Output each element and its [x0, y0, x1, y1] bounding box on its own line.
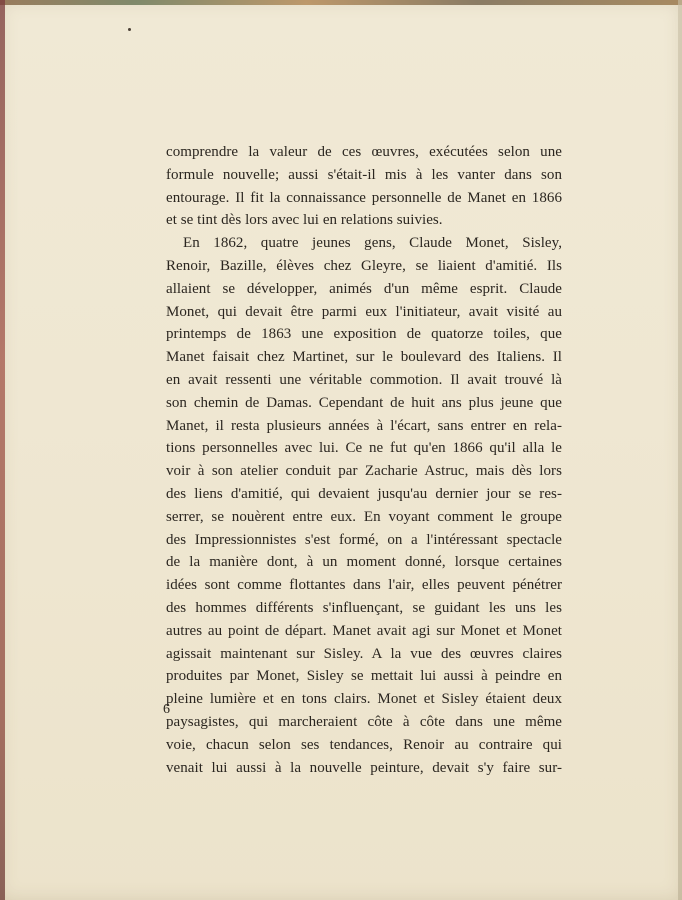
paragraph-2	[166, 232, 562, 779]
text-line: paysagistes, qui marcheraient côte à côte dans une même	[166, 713, 562, 730]
text-line: venait lui aussi à la nouvelle peinture, devait s'y faire sur-	[166, 759, 562, 776]
text-line: Manet, il resta plusieurs années à l'écart, sans entrer en rela-	[166, 417, 562, 434]
text-line: des liens d'amitié, qui devaient jusqu'au dernier jour se res-	[166, 485, 562, 502]
text-line: printemps de 1863 une exposition de quatorze toiles, que	[166, 326, 562, 343]
text-line: et se tint dès lors avec lui en relations suivies.	[166, 212, 443, 229]
text-line: formule nouvelle; aussi s'était-il mis à les vanter dans son	[166, 166, 562, 183]
ink-speck	[128, 28, 131, 31]
text-line: des Impressionnistes s'est formé, on a l'intéressant spectacle	[166, 531, 562, 548]
text-line: autres au point de départ. Manet avait agi sur Monet et Monet	[166, 622, 562, 639]
text-line: produites par Monet, Sisley se mettait lui aussi à peindre en	[166, 668, 562, 685]
text-line: voie, chacun selon ses tendances, Renoir au contraire qui	[166, 736, 562, 753]
text-line: Renoir, Bazille, élèves chez Gleyre, se liaient d'amitié. Ils	[166, 257, 562, 274]
text-line: de la manière dont, à un moment donné, lorsque certaines	[166, 554, 562, 571]
text-line: serrer, se nouèrent entre eux. En voyant comment le groupe	[166, 508, 562, 525]
text-line: En 1862, quatre jeunes gens, Claude Monet, Sisley,	[183, 235, 562, 252]
page-left-edge	[0, 0, 5, 900]
body-text	[166, 141, 562, 779]
text-line: agissait maintenant sur Sisley. A la vue des œuvres claires	[166, 645, 562, 662]
text-line: des hommes différents s'influençant, se guidant les uns les	[166, 599, 562, 616]
text-line: idées sont comme flottantes dans l'air, elles peuvent pénétrer	[166, 577, 562, 594]
text-line: entourage. Il fit la connaissance personnelle de Manet en 1866	[166, 189, 562, 206]
page-number: 6	[163, 702, 170, 717]
text-line: Manet faisait chez Martinet, sur le boulevard des Italiens. Il	[166, 349, 562, 366]
text-line: voir à son atelier conduit par Zacharie Astruc, mais dès lors	[166, 463, 562, 480]
text-line: allaient se développer, animés d'un même esprit. Claude	[166, 280, 562, 297]
page-top-edge	[0, 0, 682, 5]
text-line: comprendre la valeur de ces œuvres, exécutées selon une	[166, 144, 562, 160]
text-line: son chemin de Damas. Cependant de huit ans plus jeune que	[166, 394, 562, 411]
text-line: Monet, qui devait être parmi eux l'initiateur, avait visité au	[166, 303, 562, 320]
text-line: en avait ressenti une véritable commotion. Il avait trouvé là	[166, 371, 562, 388]
paragraph-1	[166, 141, 562, 232]
page-right-edge	[678, 0, 682, 900]
text-line: pleine lumière et en tons clairs. Monet et Sisley étaient deux	[166, 691, 562, 708]
text-line: tions personnelles avec lui. Ce ne fut qu'en 1866 qu'il alla le	[166, 440, 562, 457]
